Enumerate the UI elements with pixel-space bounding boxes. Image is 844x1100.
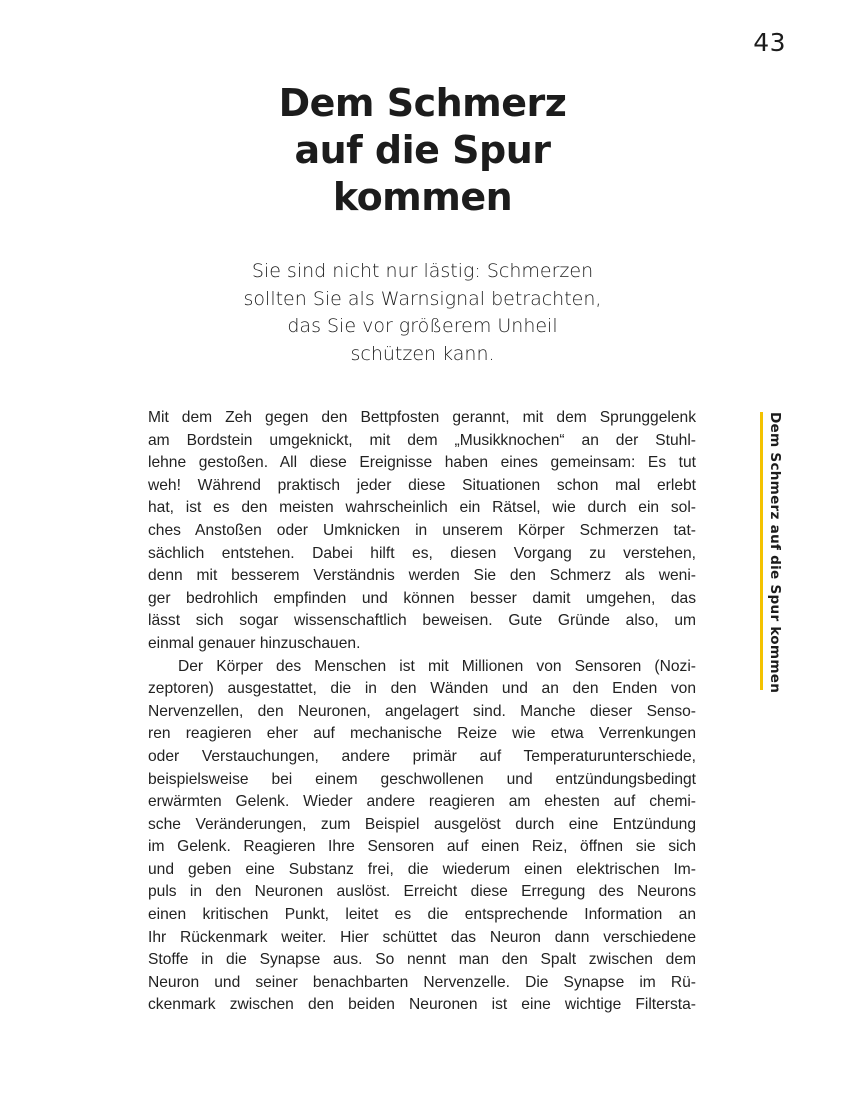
text-line: puls in den Neuronen auslöst. Erreicht diese Erregung des Neurons	[148, 883, 696, 901]
text-line: ckenmark zwischen den beiden Neuronen ist eine wichtige Filtersta-	[148, 996, 696, 1014]
text-line: ger bedrohlich empfinden und können besser damit umgehen, das	[148, 589, 696, 607]
text-line: Neuron und seiner benachbarten Nervenzelle. Die Synapse im Rü-	[148, 973, 696, 991]
text-line: sächlich entstehen. Dabei hilft es, diesen Vorgang zu verstehen,	[148, 544, 696, 562]
text-line: denn mit besserem Verständnis werden Sie den Schmerz als weni-	[148, 567, 696, 585]
text-line: lehne gestoßen. All diese Ereignisse haben eines gemeinsam: Es tut	[148, 454, 696, 472]
text-line: ches Anstoßen oder Umknicken in unserem Körper Schmerzen tat-	[148, 521, 696, 539]
text-line: Mit dem Zeh gegen den Bettpfosten gerannt, mit dem Sprunggelenk	[148, 409, 696, 426]
text-line: lässt sich sogar wissenschaftlich beweisen. Gute Gründe also, um	[148, 612, 696, 630]
lead-line: schützen kann.	[350, 342, 495, 365]
lead-paragraph	[150, 258, 695, 368]
text-line: Nervenzellen, den Neuronen, angelagert sind. Manche dieser Senso-	[148, 702, 696, 720]
lead-line: das Sie vor größerem Unheil	[287, 315, 558, 337]
chapter-side-tab	[760, 412, 788, 694]
text-line: am Bordstein umgeknickt, mit dem „Musikknochen“ an der Stuhl-	[148, 431, 696, 449]
text-line: Der Körper des Menschen ist mit Millionen von Sensoren (Nozi-	[178, 657, 696, 675]
lead-line: sollten Sie als Warnsignal betrachten,	[243, 287, 602, 310]
lead-line: Sie sind nicht nur lästig: Schmerzen	[251, 260, 594, 282]
chapter-title	[150, 80, 695, 221]
text-line: erwärmten Gelenk. Wieder andere reagieren am ehesten auf chemi-	[148, 793, 696, 811]
body-paragraph-2	[148, 656, 696, 1018]
body-paragraph-1	[148, 407, 696, 656]
text-line: weh! Während praktisch jeder diese Situationen schon mal erlebt	[148, 476, 696, 494]
side-tab-label: Dem Schmerz auf die Spur kommen	[767, 412, 783, 694]
text-line: zeptoren) ausgestattet, die in den Wänden und an den Enden von	[148, 680, 696, 698]
text-line: beispielsweise bei einem geschwollenen und entzündungsbedingt	[148, 770, 696, 788]
text-line: oder Verstauchungen, andere primär auf Temperaturunterschiede,	[148, 747, 696, 765]
page-number: 43	[753, 28, 786, 57]
text-line: im Gelenk. Reagieren Ihre Sensoren auf einen Reiz, öffnen sie sich	[148, 838, 696, 856]
text-line: Ihr Rückenmark weiter. Hier schüttet das Neuron dann verschiedene	[148, 928, 696, 946]
body-text	[148, 407, 696, 1017]
text-line: Stoffe in die Synapse aus. So nennt man den Spalt zwischen dem	[148, 951, 696, 969]
text-line: ren reagieren eher auf mechanische Reize wie etwa Verrenkungen	[148, 725, 696, 743]
text-line: hat, ist es den meisten wahrscheinlich ein Rätsel, wie durch ein sol-	[148, 499, 696, 517]
text-line: einmal genauer hinzuschauen.	[148, 634, 361, 652]
chapter-title-line: auf die Spur	[294, 128, 551, 172]
chapter-title-line: kommen	[332, 175, 513, 219]
chapter-title-line: Dem Schmerz	[278, 81, 567, 125]
text-line: einen kritischen Punkt, leitet es die entsprechende Information an	[148, 906, 696, 924]
text-line: und geben eine Substanz frei, die wiederum einen elektrischen Im-	[148, 860, 696, 878]
text-line: sche Veränderungen, zum Beispiel ausgelöst durch eine Entzündung	[148, 815, 696, 833]
